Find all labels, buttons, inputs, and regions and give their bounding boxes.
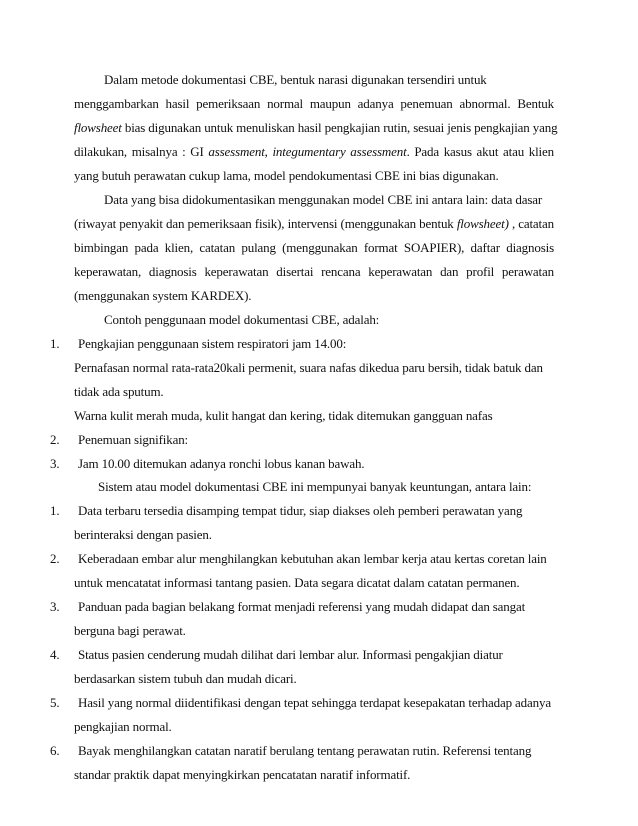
list-item: Jam 10.00 ditemukan adanya ronchi lobus kanan bawah. — [78, 456, 365, 471]
list-number: 3. — [50, 599, 60, 614]
list-number: 5. — [50, 695, 60, 710]
p2-line4: keperawatan, diagnosis keperawatan disertai rencana keperawatan dan profil perawatan — [74, 264, 554, 279]
italic-term: flowsheet — [74, 120, 122, 135]
p1-line1: Dalam metode dokumentasi CBE, bentuk narasi digunakan tersendiri untuk — [104, 72, 487, 87]
p1-line3 — [74, 119, 558, 137]
italic-term: flowsheet) — [456, 216, 509, 231]
p3-intro: Contoh penggunaan model dokumentasi CBE, adalah: — [104, 312, 380, 327]
p1-line2: menggambarkan hasil pemeriksaan normal maupun adanya penemuan abnormal. Bentuk — [74, 96, 554, 111]
list-number: 6. — [50, 743, 60, 758]
list-item-cont: berdasarkan sistem tubuh dan mudah dicari. — [74, 671, 297, 686]
list-item-cont: Pernafasan normal rata-rata20kali permenit, suara nafas dikedua paru bersih, tidak batuk dan — [74, 360, 543, 375]
p1-line3-text: bias digunakan untuk menuliskan hasil pengkajian rutin, sesuai jenis pengkajian yang — [121, 120, 558, 135]
list-item-cont: tidak ada sputum. — [74, 384, 164, 399]
p2-line2 — [74, 215, 554, 233]
list-item: Penemuan signifikan: — [78, 432, 189, 447]
list-number: 1. — [50, 503, 60, 518]
p4-intro: Sistem atau model dokumentasi CBE ini mempunyai banyak keuntungan, antara lain: — [98, 479, 532, 494]
italic-term: assessment, integumentary assessment — [208, 144, 407, 159]
p2-line2-b: , catatan — [508, 216, 554, 231]
list-item-cont: untuk mencatatat informasi tantang pasien. Data segara dicatat dalam catatan permanen. — [74, 575, 520, 590]
list-number: 1. — [50, 336, 60, 351]
p1-line4-b: . Pada kasus akut atau klien — [406, 144, 554, 159]
list-number: 2. — [50, 432, 60, 447]
list-item: Hasil yang normal diidentifikasi dengan tepat sehingga terdapat kesepakatan terhadap adanya — [78, 695, 551, 710]
p2-line3: bimbingan pada klien, catatan pulang (menggunakan format SOAPIER), daftar diagnosis — [74, 240, 554, 255]
list-item-cont: standar praktik dapat menyingkirkan pencatatan naratif informatif. — [74, 767, 411, 782]
p2-line5: (menggunakan system KARDEX). — [74, 288, 252, 303]
p1-line5: yang butuh perawatan cukup lama, model pendokumentasi CBE ini bias digunakan. — [74, 168, 499, 183]
list-number: 4. — [50, 647, 60, 662]
list-item-cont: pengkajian normal. — [74, 719, 172, 734]
p1-line4 — [74, 143, 554, 161]
list-item: Pengkajian penggunaan sistem respiratori jam 14.00: — [78, 336, 347, 351]
list-item: Keberadaan embar alur menghilangkan kebutuhan akan lembar kerja atau kertas coretan lain — [78, 551, 547, 566]
list-item-cont: berinteraksi dengan pasien. — [74, 527, 212, 542]
list-item-cont: berguna bagi perawat. — [74, 623, 186, 638]
list-number: 3. — [50, 456, 60, 471]
list-number: 2. — [50, 551, 60, 566]
list-item: Data terbaru tersedia disamping tempat tidur, siap diakses oleh pemberi perawatan yang — [78, 503, 523, 518]
list-item: Panduan pada bagian belakang format menjadi referensi yang mudah didapat dan sangat — [78, 599, 526, 614]
list-item: Bayak menghilangkan catatan naratif berulang tentang perawatan rutin. Referensi tentang — [78, 743, 532, 758]
list-item-cont: Warna kulit merah muda, kulit hangat dan kering, tidak ditemukan gangguan nafas — [74, 408, 493, 423]
p1-line4-a: dilakukan, misalnya : GI — [74, 144, 209, 159]
list-item: Status pasien cenderung mudah dilihat dari lembar alur. Informasi pengakjian diatur — [78, 647, 503, 662]
p2-line1: Data yang bisa didokumentasikan menggunakan model CBE ini antara lain: data dasar — [104, 192, 543, 207]
p2-line2-a: (riwayat penyakit dan pemeriksaan fisik), intervensi (menggunakan bentuk — [74, 216, 457, 231]
